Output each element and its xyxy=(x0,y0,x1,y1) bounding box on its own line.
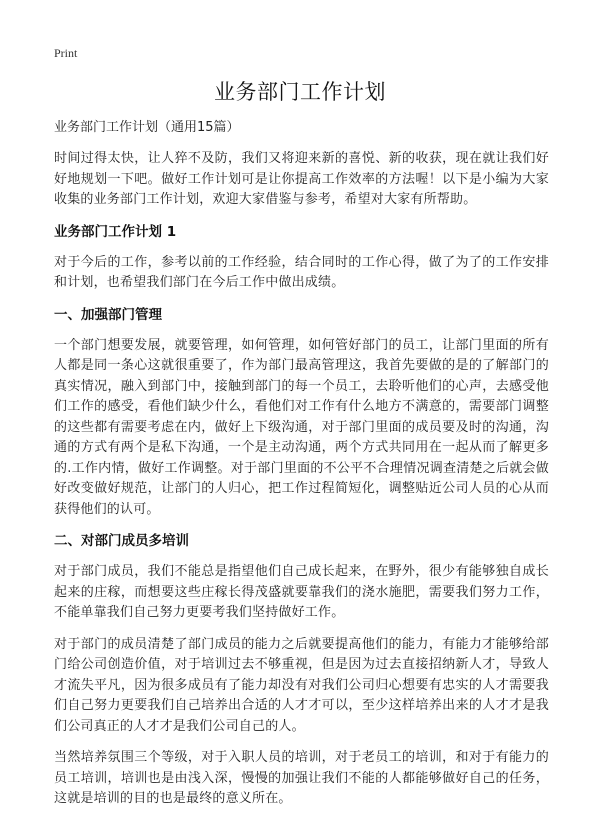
document-subtitle: 业务部门工作计划（通用15篇） xyxy=(54,120,240,135)
management-paragraph: 一个部门想要发展，就要管理，如何管理，如何管好部门的员工，让部门里面的所有人都是同一条心这就很重要了，作为部门最高管理这，我首先要做的是的了解部门的真实情况，融入到部门中，接触到部门的每一个员工，去聆听他们的心声，去感受他们工作的感受，看他们缺少什么，看他们对工作有什么地方不满意的，需要部门调整的这些都有需要考虑在内，做好上下级沟通，对于部门里面的成员要及时的沟通，沟通的方式有两个是私下沟通，一个是主动沟通，两个方式共同用在一起从而了解更多的.工作内情，做好工作调整。对于部门里面的不公平不合理情况调查清楚之后就会做好改变做好规范，让部门的人归心，把工作过程简短化，调整贴近公司人员的心从而获得他们的认可。 xyxy=(54,337,549,517)
document-body xyxy=(54,118,549,821)
training-paragraph-1: 对于部门成员，我们不能总是指望他们自己成长起来，在野外，很少有能够独自成长起来的庄稼，而想要这些庄稼长得茂盛就要靠我们的浇水施肥，需要我们努力工作，不能单靠我们自己努力更要考我们坚持做好工作。 xyxy=(54,564,549,620)
section-intro-paragraph: 对于今后的工作，参考以前的工作经验，结合同时的工作心得，做了为了的工作安排和计划，也希望我们部门在今后工作中做出成绩。 xyxy=(54,254,549,290)
subheading-management: 一、加强部门管理 xyxy=(54,306,162,323)
intro-paragraph: 时间过得太快，让人猝不及防，我们又将迎来新的喜悦、新的收获，现在就让我们好好地规划一下吧。做好工作计划可是让你提高工作效率的方法喔！以下是小编为大家收集的业务部门工作计划，欢迎大家借鉴与参考，希望对大家有所帮助。 xyxy=(54,151,549,207)
training-paragraph-2: 对于部门的成员清楚了部门成员的能力之后就要提高他们的能力，有能力才能够给部门给公司创造价值，对于培训过去不够重视，但是因为过去直接招纳新人才，导致人才流失平凡，因为很多成员有了能力却没有对我们公司归心想要有忠实的人才需要我们自己努力更要我们自己培养出合适的人才才可以，至少这样培养出来的人才才是我们公司真正的人才才是我们公司自己的人。 xyxy=(54,636,549,734)
section-heading: 业务部门工作计划 1 xyxy=(54,223,177,240)
training-paragraph-3: 当然培养氛围三个等级，对于入职人员的培训，对于老员工的培训，和对于有能力的员工培训，培训也是由浅入深，慢慢的加强让我们不能的人都能够做好自己的任务，这就是培训的目的也是最终的意义所在。 xyxy=(54,750,549,806)
subheading-training: 二、对部门成员多培训 xyxy=(54,533,189,549)
print-link[interactable]: Print xyxy=(54,46,78,60)
page-title: 业务部门工作计划 xyxy=(214,80,386,104)
